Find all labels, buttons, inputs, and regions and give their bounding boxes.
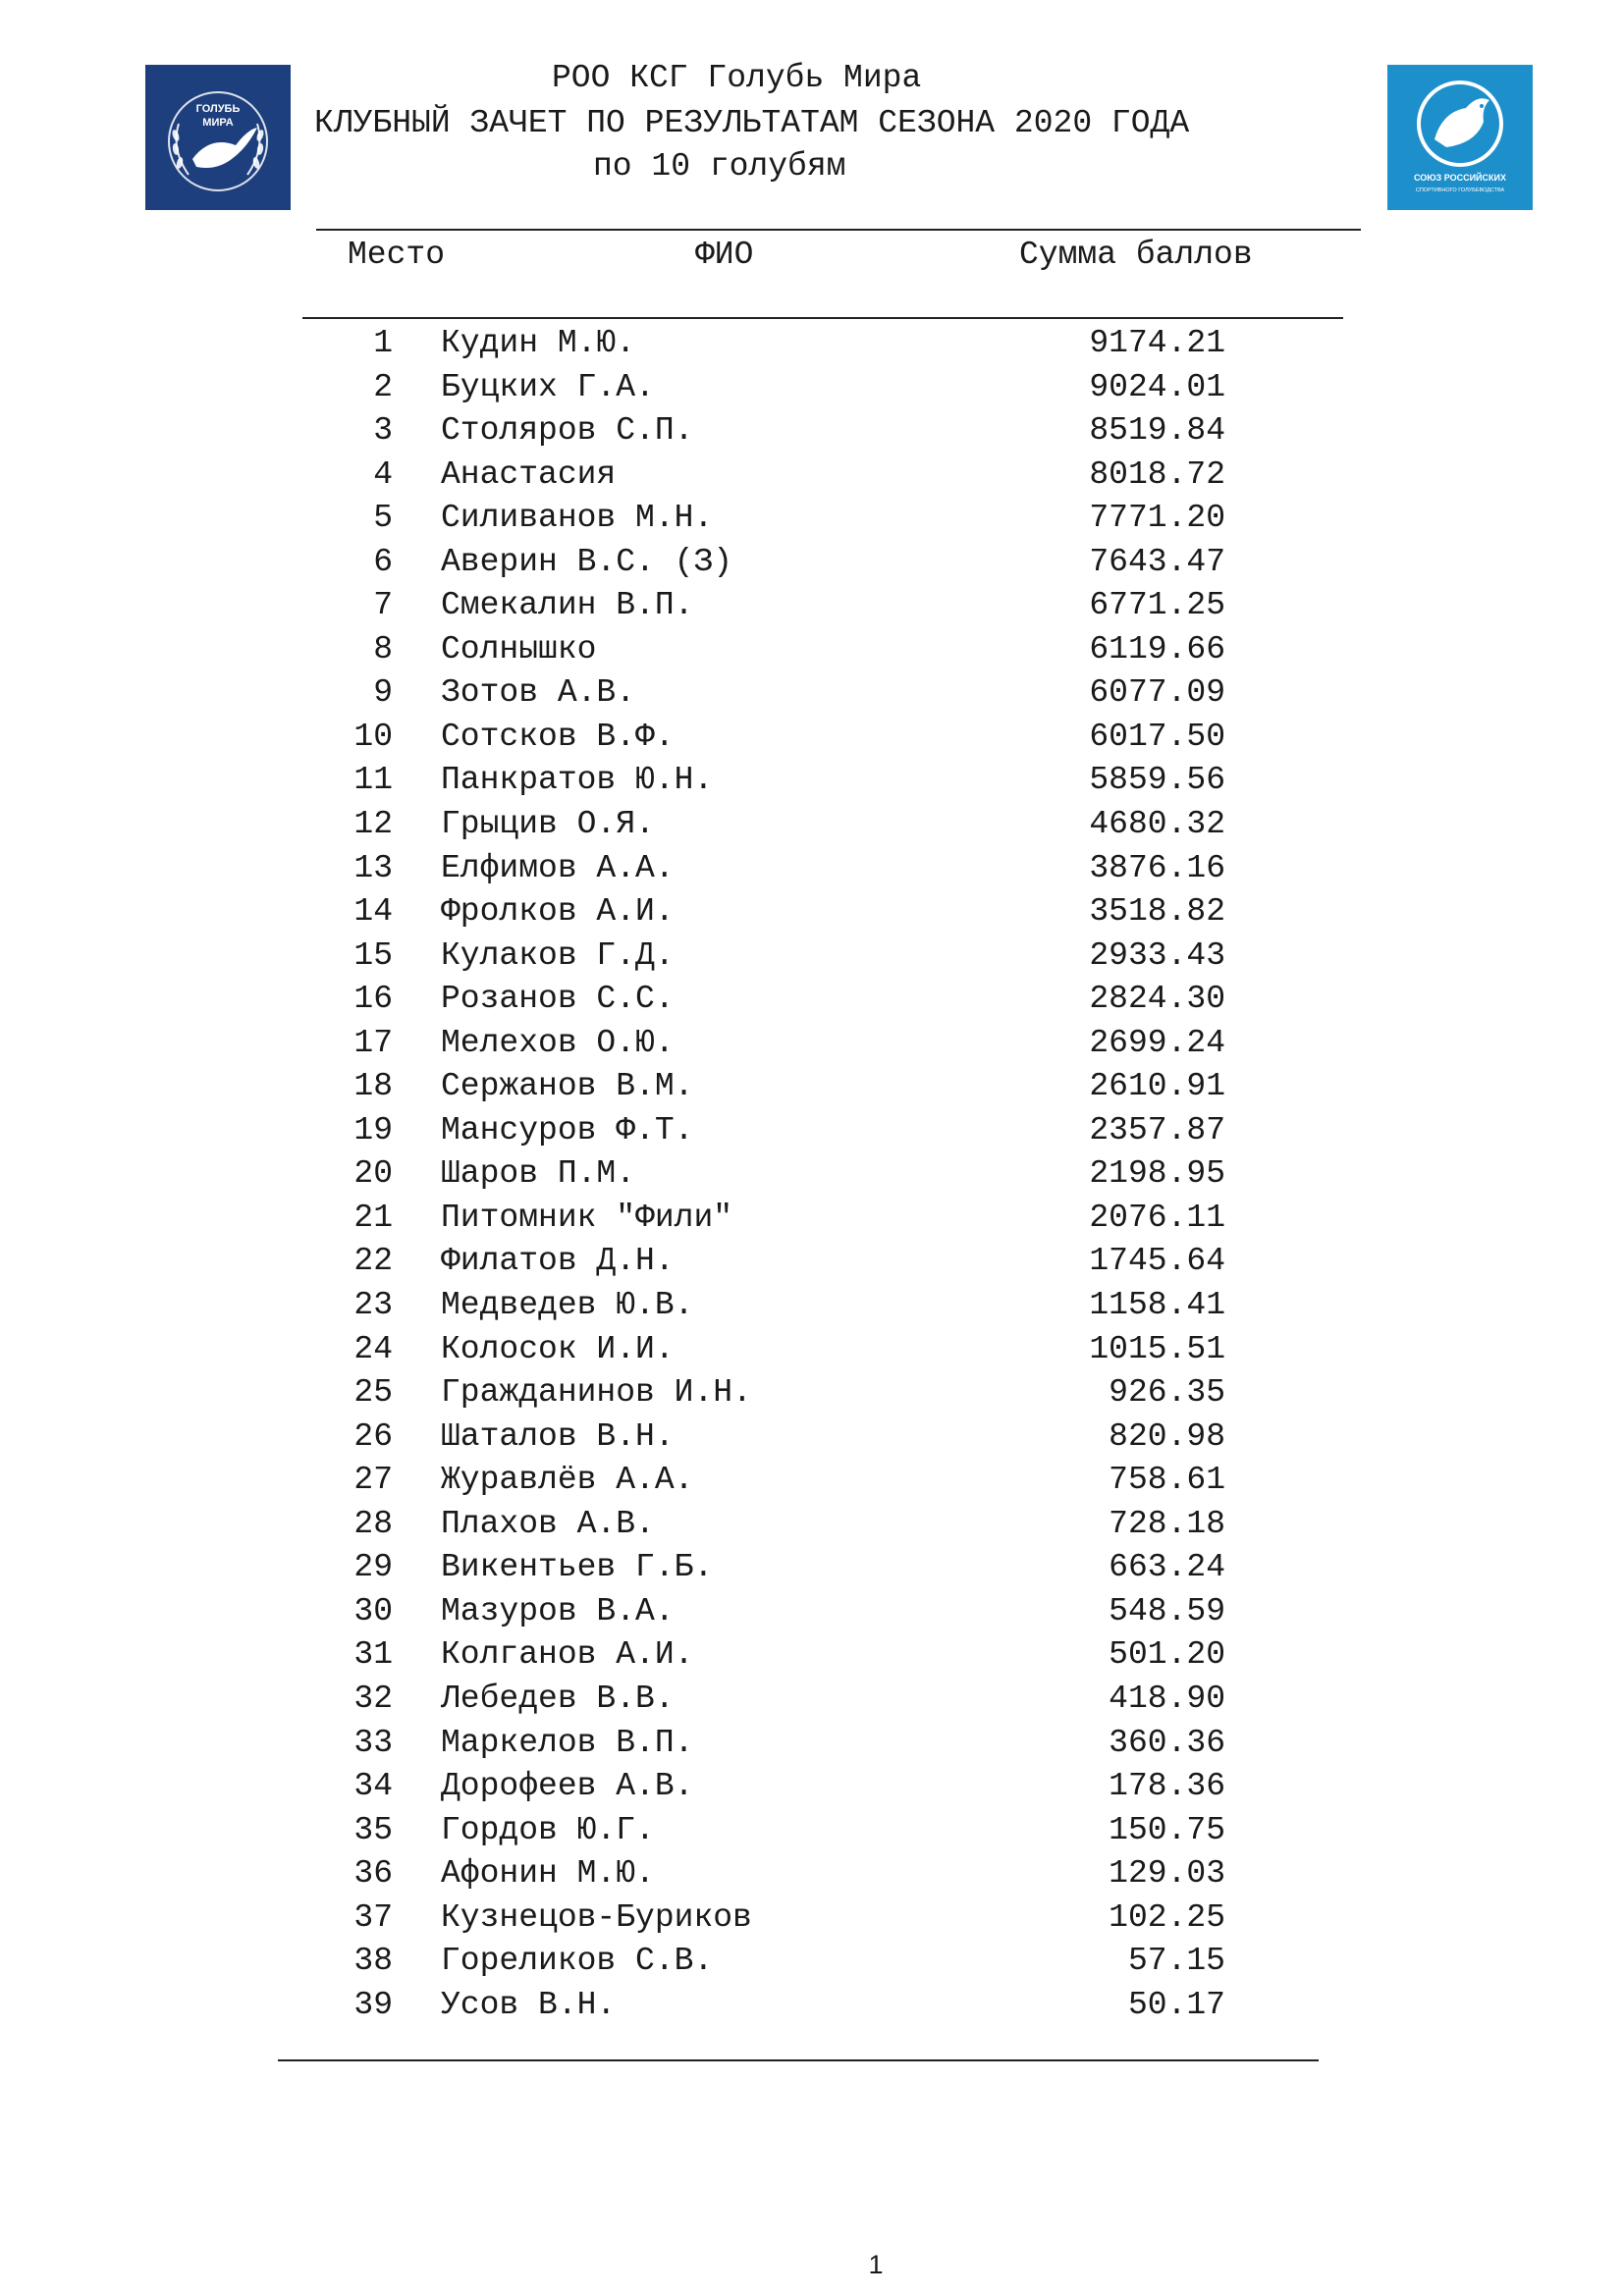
row-score: 3518.82	[1089, 893, 1225, 931]
row-name: Усов В.Н.	[441, 1986, 617, 2023]
row-name: Плахов А.В.	[441, 1505, 655, 1542]
row-place: 3	[373, 412, 393, 450]
table-row	[0, 1197, 1624, 1241]
row-name: Кузнецов-Буриков	[441, 1898, 752, 1936]
table-row	[0, 1765, 1624, 1809]
row-name: Гордов Ю.Г.	[441, 1811, 655, 1848]
row-place: 8	[373, 630, 393, 667]
row-place: 11	[353, 762, 393, 799]
row-place: 34	[353, 1768, 393, 1805]
org-name: РОО КСГ Голубь Мира	[552, 60, 922, 96]
table-row	[0, 671, 1624, 716]
table-row	[0, 890, 1624, 934]
row-name: Елфимов А.А.	[441, 849, 675, 886]
row-score: 50.17	[1127, 1986, 1225, 2023]
table-row	[0, 454, 1624, 498]
row-score: 1745.64	[1089, 1243, 1225, 1280]
page-number: 1	[868, 2250, 884, 2279]
row-place: 1	[373, 325, 393, 361]
row-score: 178.36	[1109, 1768, 1225, 1805]
row-name: Силиванов М.Н.	[441, 500, 714, 537]
row-name: Кудин М.Ю.	[441, 325, 636, 361]
row-place: 35	[353, 1811, 393, 1848]
table-row	[0, 1328, 1624, 1372]
table-row	[0, 1852, 1624, 1896]
row-name: Сотсков В.Ф.	[441, 718, 675, 755]
row-name: Колганов А.И.	[441, 1636, 694, 1674]
golub-mira-logo	[145, 65, 291, 210]
row-place: 36	[353, 1855, 393, 1893]
row-name: Фролков А.И.	[441, 893, 675, 931]
row-place: 32	[353, 1680, 393, 1717]
row-name: Смекалин В.П.	[441, 587, 694, 624]
table-row	[0, 1722, 1624, 1766]
row-place: 10	[353, 718, 393, 755]
row-place: 4	[373, 455, 393, 493]
row-place: 27	[353, 1462, 393, 1499]
row-place: 15	[353, 936, 393, 974]
row-name: Сержанов В.М.	[441, 1068, 694, 1105]
table-bottom-rule	[278, 2059, 1319, 2061]
document-subtitle: по 10 голубям	[593, 148, 846, 185]
table-row	[0, 628, 1624, 672]
row-name: Гражданинов И.Н.	[441, 1374, 752, 1412]
union-pigeon-logo	[1387, 65, 1533, 210]
row-score: 5859.56	[1089, 762, 1225, 799]
table-row	[0, 1109, 1624, 1153]
table-row	[0, 759, 1624, 803]
row-name: Столяров С.П.	[441, 412, 694, 450]
row-score: 2610.91	[1089, 1068, 1225, 1105]
row-score: 6077.09	[1089, 674, 1225, 712]
row-score: 2824.30	[1089, 981, 1225, 1018]
table-row	[0, 1590, 1624, 1634]
row-place: 29	[353, 1549, 393, 1586]
row-score: 2076.11	[1089, 1199, 1225, 1236]
row-place: 31	[353, 1636, 393, 1674]
table-row	[0, 1503, 1624, 1547]
row-score: 728.18	[1109, 1505, 1225, 1542]
row-name: Аверин В.С. (З)	[441, 543, 733, 580]
row-name: Буцких Г.А.	[441, 368, 655, 405]
table-row	[0, 409, 1624, 454]
row-score: 501.20	[1109, 1636, 1225, 1674]
table-row	[0, 1940, 1624, 1984]
column-header-name: ФИО	[695, 237, 754, 273]
row-place: 9	[373, 674, 393, 712]
row-name: Панкратов Ю.Н.	[441, 762, 714, 799]
logo-right-text-top: СОЮЗ РОССИЙСКИХ	[1414, 173, 1506, 183]
document-title: КЛУБНЫЙ ЗАЧЕТ ПО РЕЗУЛЬТАТАМ СЕЗОНА 2020 ГОДА	[314, 105, 1190, 141]
row-name: Анастасия	[441, 455, 617, 493]
row-name: Маркелов В.П.	[441, 1724, 694, 1761]
table-row	[0, 978, 1624, 1022]
row-place: 37	[353, 1898, 393, 1936]
column-header-score: Сумма баллов	[1019, 237, 1253, 273]
table-row	[0, 1415, 1624, 1460]
row-name: Грыцив О.Я.	[441, 806, 655, 843]
row-score: 3876.16	[1089, 849, 1225, 886]
row-score: 2699.24	[1089, 1024, 1225, 1061]
row-name: Розанов С.С.	[441, 981, 675, 1018]
row-name: Питомник "Фили"	[441, 1199, 733, 1236]
row-place: 25	[353, 1374, 393, 1412]
row-place: 17	[353, 1024, 393, 1061]
row-score: 6771.25	[1089, 587, 1225, 624]
table-row	[0, 322, 1624, 366]
row-score: 663.24	[1109, 1549, 1225, 1586]
row-name: Шаталов В.Н.	[441, 1417, 675, 1455]
row-place: 13	[353, 849, 393, 886]
row-place: 18	[353, 1068, 393, 1105]
row-name: Гореликов С.В.	[441, 1943, 714, 1980]
table-row	[0, 1984, 1624, 2028]
row-place: 20	[353, 1155, 393, 1193]
row-name: Медведев Ю.В.	[441, 1287, 694, 1324]
row-score: 150.75	[1109, 1811, 1225, 1848]
row-name: Лебедев В.В.	[441, 1680, 675, 1717]
row-place: 2	[373, 368, 393, 405]
row-name: Афонин М.Ю.	[441, 1855, 655, 1893]
logo-right-text-bottom: СПОРТИВНОГО ГОЛУБЕВОДСТВА	[1415, 187, 1505, 193]
row-score: 1158.41	[1089, 1287, 1225, 1324]
row-score: 1015.51	[1089, 1330, 1225, 1367]
row-score: 2357.87	[1089, 1111, 1225, 1148]
row-score: 8018.72	[1089, 455, 1225, 493]
row-score: 758.61	[1109, 1462, 1225, 1499]
row-place: 22	[353, 1243, 393, 1280]
row-place: 16	[353, 981, 393, 1018]
row-score: 926.35	[1109, 1374, 1225, 1412]
row-name: Викентьев Г.Б.	[441, 1549, 714, 1586]
header-top-rule	[316, 229, 1361, 231]
row-place: 7	[373, 587, 393, 624]
logo-left-text-top: ГОЛУБЬ	[195, 103, 241, 115]
row-place: 33	[353, 1724, 393, 1761]
results-table	[0, 322, 1624, 2027]
row-score: 129.03	[1109, 1855, 1225, 1893]
table-row	[0, 497, 1624, 541]
row-place: 26	[353, 1417, 393, 1455]
table-row	[0, 1240, 1624, 1284]
row-name: Мазуров В.А.	[441, 1592, 675, 1629]
table-row	[0, 1809, 1624, 1853]
row-score: 2933.43	[1089, 936, 1225, 974]
table-row	[0, 1896, 1624, 1941]
row-score: 102.25	[1109, 1898, 1225, 1936]
table-row	[0, 366, 1624, 410]
row-place: 6	[373, 543, 393, 580]
row-name: Мелехов О.Ю.	[441, 1024, 675, 1061]
row-score: 548.59	[1109, 1592, 1225, 1629]
row-score: 6017.50	[1089, 718, 1225, 755]
table-row	[0, 1284, 1624, 1328]
row-score: 8519.84	[1089, 412, 1225, 450]
table-row	[0, 1633, 1624, 1678]
row-place: 23	[353, 1287, 393, 1324]
logo-left-text-bottom: МИРА	[202, 117, 234, 129]
table-row	[0, 584, 1624, 628]
row-place: 5	[373, 500, 393, 537]
table-row	[0, 1459, 1624, 1503]
row-score: 9024.01	[1089, 368, 1225, 405]
column-header-place: Место	[348, 237, 446, 273]
row-place: 39	[353, 1986, 393, 2023]
table-row	[0, 1678, 1624, 1722]
row-score: 418.90	[1109, 1680, 1225, 1717]
table-row	[0, 1065, 1624, 1109]
header-bottom-rule	[302, 317, 1343, 319]
row-score: 7771.20	[1089, 500, 1225, 537]
table-row	[0, 934, 1624, 979]
row-place: 28	[353, 1505, 393, 1542]
row-name: Шаров П.М.	[441, 1155, 636, 1193]
row-score: 2198.95	[1089, 1155, 1225, 1193]
row-name: Кулаков Г.Д.	[441, 936, 675, 974]
row-score: 4680.32	[1089, 806, 1225, 843]
table-row	[0, 1022, 1624, 1066]
row-place: 14	[353, 893, 393, 931]
row-name: Мансуров Ф.Т.	[441, 1111, 694, 1148]
row-place: 38	[353, 1943, 393, 1980]
row-score: 57.15	[1127, 1943, 1225, 1980]
row-place: 30	[353, 1592, 393, 1629]
table-row	[0, 716, 1624, 760]
row-score: 6119.66	[1089, 630, 1225, 667]
row-score: 9174.21	[1089, 325, 1225, 361]
row-score: 360.36	[1109, 1724, 1225, 1761]
row-name: Зотов А.В.	[441, 674, 636, 712]
row-name: Солнышко	[441, 630, 597, 667]
row-place: 19	[353, 1111, 393, 1148]
table-row	[0, 1152, 1624, 1197]
row-name: Журавлёв А.А.	[441, 1462, 694, 1499]
table-row	[0, 803, 1624, 847]
row-place: 24	[353, 1330, 393, 1367]
row-name: Колосок И.И.	[441, 1330, 675, 1367]
table-row	[0, 1371, 1624, 1415]
row-place: 12	[353, 806, 393, 843]
row-score: 820.98	[1109, 1417, 1225, 1455]
table-row	[0, 847, 1624, 891]
row-score: 7643.47	[1089, 543, 1225, 580]
table-row	[0, 541, 1624, 585]
row-name: Филатов Д.Н.	[441, 1243, 675, 1280]
row-name: Дорофеев А.В.	[441, 1768, 694, 1805]
row-place: 21	[353, 1199, 393, 1236]
table-row	[0, 1546, 1624, 1590]
